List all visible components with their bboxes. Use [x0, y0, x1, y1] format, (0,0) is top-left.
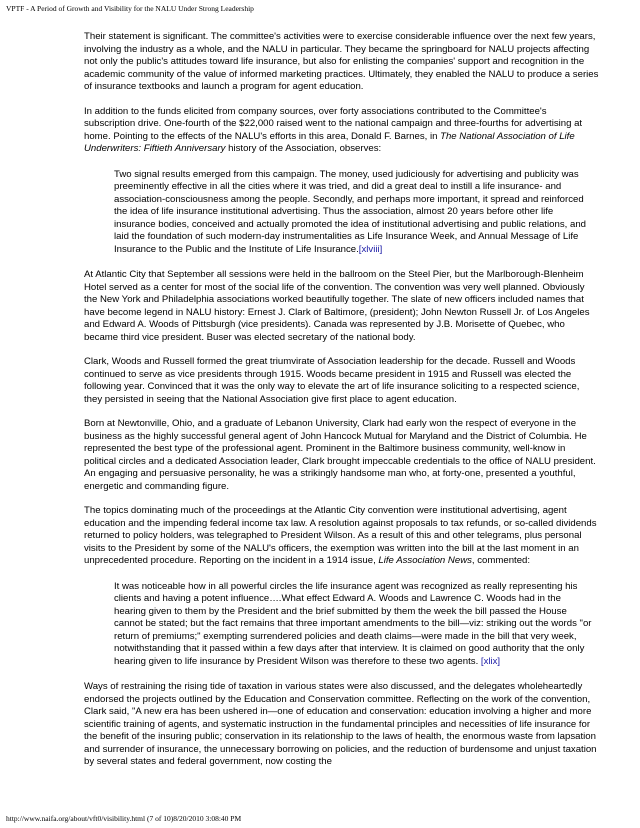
page-header: VPTF - A Period of Growth and Visibility for the NALU Under Strong Leadership [6, 4, 254, 13]
paragraph-text: , commented: [471, 555, 531, 566]
article-body [84, 31, 600, 769]
paragraph-text: In addition to the funds elicited from company sources, over forty associations contributed to the Committee's subscription drive. One-fourth of the $22,000 raised went to the national campaign and three-fourths for advertising at home. Pointing to the effects of the NALU's efforts in this area, Donald F. Barnes, in [84, 105, 583, 142]
paragraph: At Atlantic City that September all sessions were held in the ballroom on the Steel Pier, but the Marlborough-Blenheim Hotel served as a center for most of the social life of the convention. The convention was very well planned. Obviously the New York and Philadelphia associations worked beautifully together. The slate of new officers included names that have become legend in NALU history: Ernest J. Clark of Baltimore, (president); John Newton Russell Jr. of Los Angeles and Edward A. Woods of Pittsburgh (vice presidents). Canada was represented by J.B. Morisette of Quebec, who became third vice president. Buser was elected secretary of the national body. [84, 269, 590, 343]
footnote-link[interactable]: [xlviii] [358, 243, 383, 255]
paragraph: Their statement is significant. The committee's activities were to exercise considerable influence over the next few years, involving the industry as a whole, and the NALU in particular. They became the springboard for NALU projects affecting not only the public's attitudes toward life insurance, but also for enlisting the companies' support and recognition in the academic community of the value of informed marketing practices. Ultimately, they enabled the NALU to produce a series of insurance textbooks and launch a program for agent education. [84, 31, 599, 92]
paragraph [84, 106, 600, 156]
paragraph: Clark, Woods and Russell formed the great triumvirate of Association leadership for the decade. Russell and Woods continued to serve as vice presidents through 1915. Woods became president in 1915 and Russell was elected the following year. Convinced that it was the only way to elevate the art of life insurance soliciting to a respected science, they persisted in seeing that the National Association give first place to agent education. [84, 356, 580, 405]
quote-text: Two signal results emerged from this campaign. The money, used judiciously for advertising and publicity was preeminently effective in all the cities where it was tried, and did a great deal to instill a life insurance- and association-consciousness among the people. Secondly, and perhaps more important, it spread and reinforced the idea of life insurance institutional advertising. Thus the association, almost 20 years before other life insurance bodies, conceived and actually promoted the idea of institutional advertising and public relations, and laid the foundation of such modern-day instrumentalities as Life Insurance Week, and Annual Message of Life Insurance to the Public and the Institute of Life Insurance. [114, 168, 586, 255]
footnote-link[interactable]: [xlix] [480, 655, 501, 667]
paragraph: Ways of restraining the rising tide of taxation in various states were also discussed, and the delegates wholeheartedly endorsed the projects outlined by the Education and Conservation committee. Reflecting on the work of the convention, Clark said, "A new era has been ushered in—one of education and conservation: education involving a higher and more scientific training of agents, and systematic instruction in the fundamental principles and necessities of life insurance for the benefit of the insuring public; conservation in its relationship to the laws of health, the enormous waste from lapsation and surrender of insurance, the unnecessary borrowing on policies, and the reduction of burdensome and unjust taxation by several states and federal government, now costing the [84, 681, 597, 767]
paragraph: Born at Newtonville, Ohio, and a graduate of Lebanon University, Clark had early won the respect of everyone in the business as the highly successful general agent of John Hancock Mutual for Maryland and the District of Columbia. He represented the best type of the professional agent. Prominent in the Baltimore business community, well-know in political circles and a dedicated Association leader, Clark brought impeccable credentials to the office of NALU president. An engaging and persuasive personality, he was a strikingly handsome man who, at forty-one, presented a youthful, energetic and commanding figure. [84, 418, 596, 492]
publication-title: Life Association News [378, 555, 472, 566]
paragraph-text: The topics dominating much of the proceedings at the Atlantic City convention were institutional advertising, agent education and the impending federal income tax law. A resolution against proposals to tax refunds, or so-called dividends returned to policy holders, was telegraphed to President Wilson. As a result of this and other telegrams, plus personal visits to the President by some of the NALU's officers, the exemption was written into the bill at the last moment in an unprecedented procedure. Reporting on the incident in a 1914 issue, [84, 505, 597, 566]
quote-text: It was noticeable how in all powerful circles the life insurance agent was recognized as really representing his clients and having a potent influence….What effect Edward A. Woods and Lawrence C. Woods had in the hearing given to them by the President and the brief submitted by them the week the bill passed the House cannot be stated; but the fact remains that three important amendments to the bill—viz: striking out the words "or return of premiums;" exempting surrendered policies and death claims—were made in the bill that very week, notwithstanding that it passed within a few days after that interview. It is claimed on good authority that the only hearing given to life insurance by President Wilson was therefore to these two agents. [114, 580, 592, 667]
paragraph-text: history of the Association, observes: [225, 143, 382, 154]
paragraph [84, 505, 600, 568]
block-quote [114, 581, 592, 669]
page-footer-url: http://www.naifa.org/about/vft0/visibility.html (7 of 10)8/20/2010 3:08:40 PM [6, 814, 242, 823]
book-title: The National Association of Life Underwriters: Fiftieth Anniversary [84, 130, 575, 154]
block-quote [114, 169, 592, 257]
